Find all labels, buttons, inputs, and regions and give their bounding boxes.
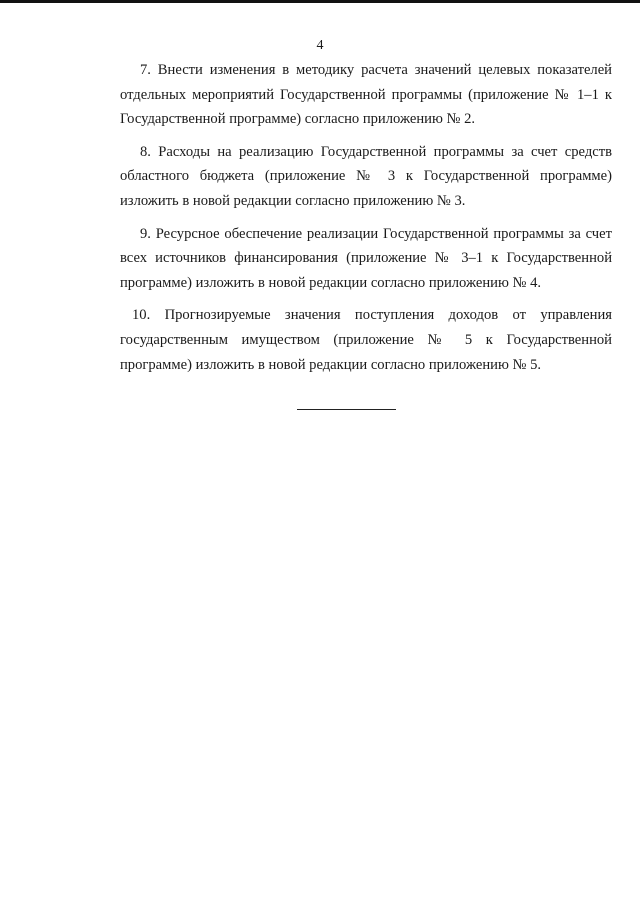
- paragraph-9: 9. Ресурсное обеспечение реализации Государственной программы за счет всех источников финансирования (приложение № 3–1 к Государственной программе) изложить в новой редакции согласно приложению № 4.: [120, 225, 612, 291]
- paragraph-8: 8. Расходы на реализацию Государственной программы за счет средств областного бюджета (приложение № 3 к Государственной программе) изложить в новой редакции согласно приложению № 3.: [120, 143, 612, 209]
- paragraph-10: 10. Прогнозируемые значения поступления доходов от управления государственным имуществом (приложение № 5 к Государственной программе) изложить в новой редакции согласно приложению № 5.: [120, 307, 612, 373]
- document-body: [120, 58, 612, 385]
- closing-divider-line: [297, 409, 396, 410]
- page-number: 4: [316, 38, 324, 53]
- top-border-line: [0, 0, 640, 3]
- paragraph-7: 7. Внести изменения в методику расчета значений целевых показателей отдельных мероприятий Государственной программы (приложение № 1–1 к Государственной программе) согласно приложению № 2.: [120, 62, 612, 128]
